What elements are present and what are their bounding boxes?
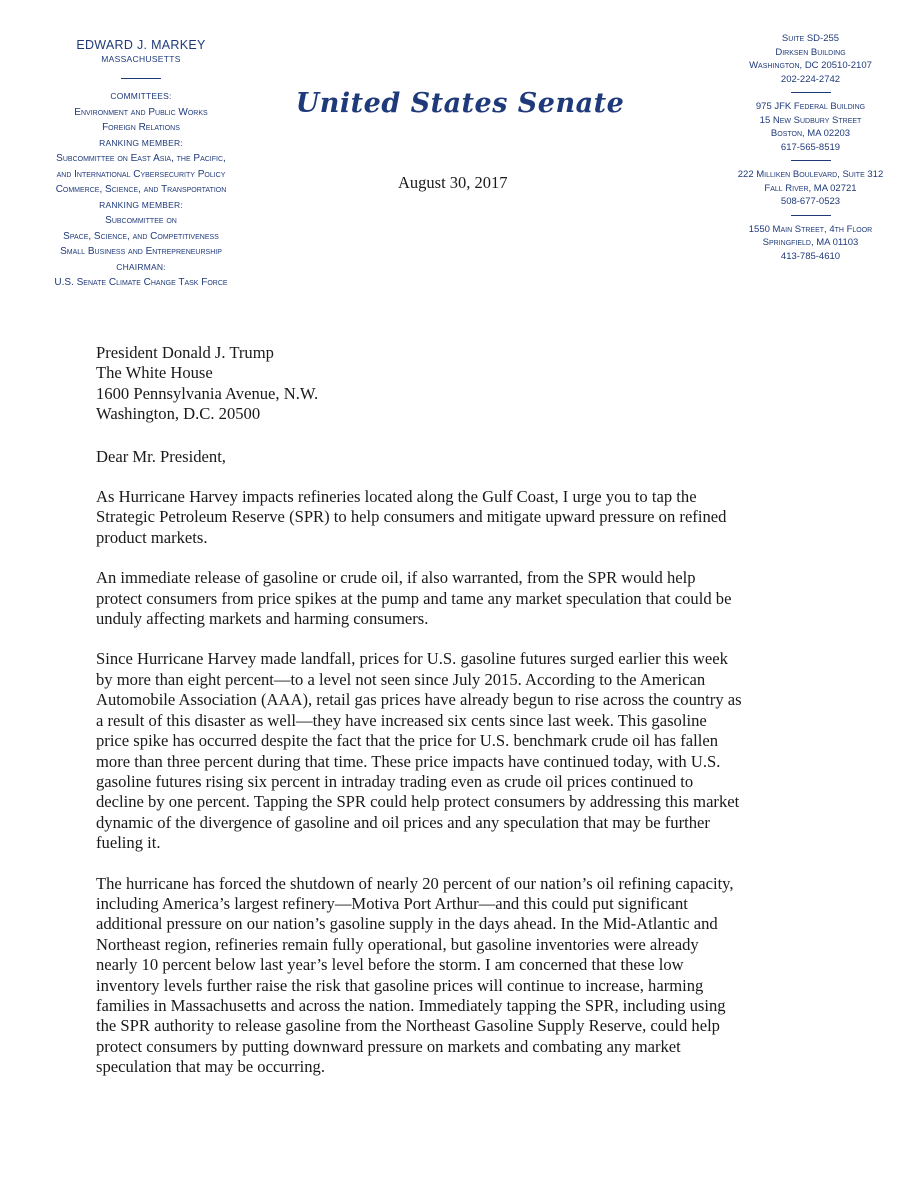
text-line: unduly affecting markets and harming consumers. xyxy=(96,609,429,629)
text-line: The hurricane has forced the shutdown of nearly 20 percent of our nation’s oil refining capacity, xyxy=(96,873,734,893)
paragraph-3 xyxy=(96,649,896,853)
letterhead xyxy=(290,88,630,119)
address-line: Dirksen Building xyxy=(775,46,846,58)
address-line: Fall River, MA 02721 xyxy=(764,182,857,194)
letter-body xyxy=(96,343,896,1078)
sender-state: MASSACHUSETTS xyxy=(101,54,181,64)
text-line: additional pressure on our nation’s gasoline supply in the days ahead. In the Mid-Atlantic and xyxy=(96,914,718,934)
office-dc xyxy=(718,32,903,86)
text-line: Automobile Association (AAA), retail gas prices have already begun to rise across the country as xyxy=(96,690,742,710)
committee-item: Environment and Public Works xyxy=(74,106,208,118)
office-fall-river xyxy=(718,168,903,209)
divider xyxy=(121,78,161,79)
text-line: families in Massachusetts and across the nation. Immediately tapping the SPR, including using xyxy=(96,995,726,1015)
text-line: An immediate release of gasoline or crude oil, if also warranted, from the SPR would help xyxy=(96,568,696,588)
text-line: price spike has occurred despite the fact that the price for U.S. benchmark crude oil has fallen xyxy=(96,731,719,751)
committee-item: Subcommittee on East Asia, the Pacific, xyxy=(56,153,226,164)
office-addresses xyxy=(718,32,903,263)
address-line: 1550 Main Street, 4th Floor xyxy=(748,223,873,235)
committee-item: RANKING MEMBER: xyxy=(99,199,183,210)
paragraph-2 xyxy=(96,568,896,629)
committee-item: Small Business and Entrepreneurship xyxy=(60,246,222,257)
address-line: Washington, DC 20510-2107 xyxy=(749,60,872,71)
letter-date: August 30, 2017 xyxy=(398,173,508,192)
address-line: 15 New Sudbury Street xyxy=(759,114,862,126)
address-line: The White House xyxy=(96,363,213,383)
text-line: As Hurricane Harvey impacts refineries located along the Gulf Coast, I urge you to tap the xyxy=(96,487,697,507)
committee-list xyxy=(32,105,250,291)
text-line: decline by one percent. Tapping the SPR could help protect consumers by addressing this market xyxy=(96,792,740,812)
text-line: including America’s largest refinery—Motiva Port Arthur—and this could put significant xyxy=(96,893,688,913)
text-line: gasoline futures rising six percent in intraday trading even as crude oil prices continued to xyxy=(96,771,694,791)
text-line: a result of this disaster as well—they have increased six cents since last week. This gasoline xyxy=(96,710,707,730)
sender-name: EDWARD J. MARKEY xyxy=(76,38,206,52)
address-line: 222 Milliken Boulevard, Suite 312 xyxy=(737,169,884,180)
address-line: 1600 Pennsylvania Avenue, N.W. xyxy=(96,383,319,403)
address-line: Washington, D.C. 20500 xyxy=(96,404,261,424)
committee-item: and International Cybersecurity Policy xyxy=(56,168,226,180)
committees-heading: COMMITTEES: xyxy=(110,91,172,101)
text-line: Since Hurricane Harvey made landfall, prices for U.S. gasoline futures surged earlier this week xyxy=(96,649,728,669)
address-line: President Donald J. Trump xyxy=(96,343,274,362)
text-line: fueling it. xyxy=(96,833,161,853)
divider xyxy=(791,160,831,161)
committee-item: Foreign Relations xyxy=(102,122,180,133)
sender-block xyxy=(32,38,250,291)
office-phone: 413-785-4610 xyxy=(780,250,841,262)
text-line: more than three percent during that time. These price impacts have continued today, with U.S. xyxy=(96,751,721,771)
divider xyxy=(791,215,831,216)
address-line: Springfield, MA 01103 xyxy=(762,237,859,248)
committee-item: Space, Science, and Competitiveness xyxy=(63,230,219,242)
office-phone: 508-677-0523 xyxy=(780,196,841,207)
committee-item: CHAIRMAN: xyxy=(116,261,166,272)
paragraph-1 xyxy=(96,487,896,548)
committee-item: Subcommittee on xyxy=(105,215,177,226)
address-line: Suite SD-255 xyxy=(781,33,840,44)
text-line: Strategic Petroleum Reserve (SPR) to help consumers and mitigate upward pressure on refined xyxy=(96,507,727,527)
address-line: 975 JFK Federal Building xyxy=(755,101,866,112)
divider xyxy=(791,92,831,93)
office-boston xyxy=(718,100,903,154)
text-line: the SPR authority to release gasoline from the Northeast Gasoline Supply Reserve, could help xyxy=(96,1016,720,1036)
salutation: Dear Mr. President, xyxy=(96,446,226,466)
text-line: Northeast region, refineries remain fully operational, but gasoline inventories were already xyxy=(96,934,699,954)
paragraph-4 xyxy=(96,874,896,1078)
text-line: by more than eight percent—to a level not seen since July 2015. According to the American xyxy=(96,669,706,689)
committee-item: Commerce, Science, and Transportation xyxy=(55,184,227,195)
office-phone: 617-565-8519 xyxy=(780,141,841,153)
text-line: protect consumers by putting downward pressure on markets and combating any market xyxy=(96,1036,681,1056)
address-line: Boston, MA 02203 xyxy=(770,128,851,139)
text-line: speculation that may be occurring. xyxy=(96,1057,326,1077)
text-line: dynamic of the divergence of gasoline and oil prices and any speculation that may be further xyxy=(96,812,710,832)
text-line: nearly 10 percent below last year’s level before the storm. I am concerned that these low xyxy=(96,955,684,975)
text-line: product markets. xyxy=(96,527,208,547)
recipient-address xyxy=(96,343,896,425)
senate-title: United States Senate xyxy=(295,88,625,119)
committee-item: U.S. Senate Climate Change Task Force xyxy=(54,277,228,288)
committee-item: RANKING MEMBER: xyxy=(99,137,183,148)
office-phone: 202-224-2742 xyxy=(780,73,841,85)
text-line: protect consumers from price spikes at the pump and tame any market speculation that could be xyxy=(96,588,732,608)
text-line: inventory levels further raise the risk that gasoline prices will continue to increase, harming xyxy=(96,975,704,995)
office-springfield xyxy=(718,223,903,264)
